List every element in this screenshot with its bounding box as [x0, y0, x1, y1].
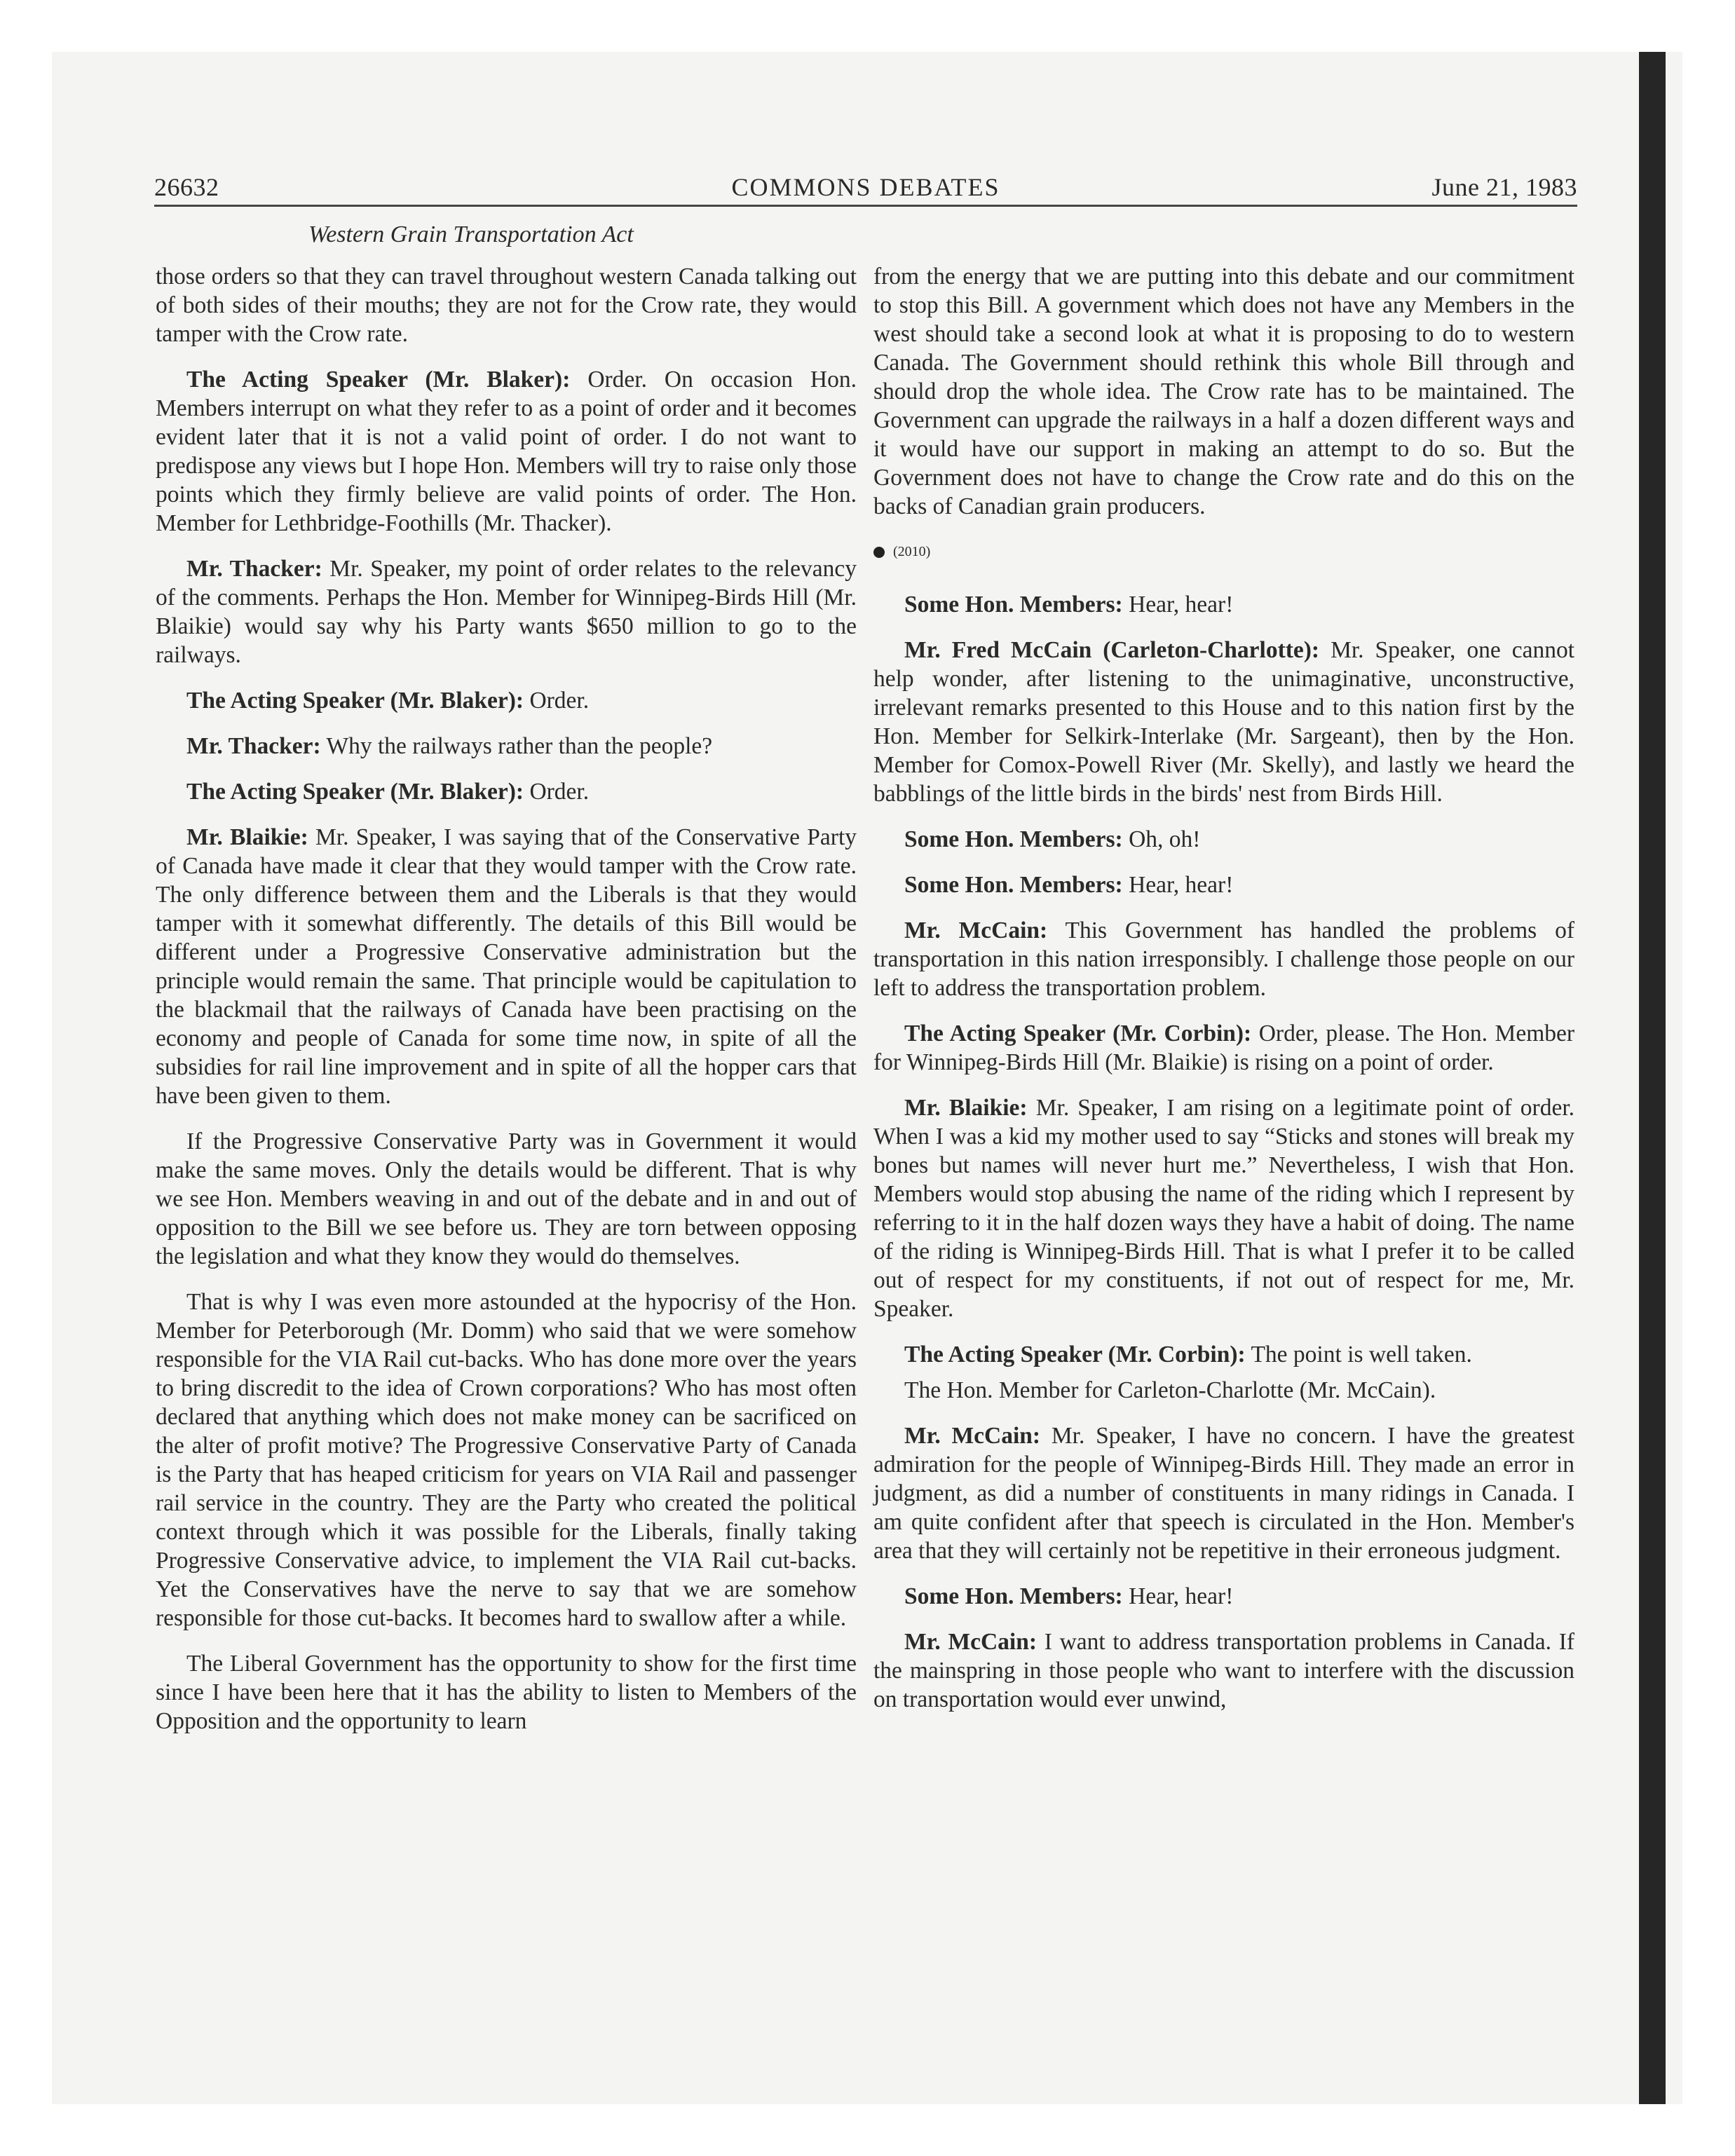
right-column	[873, 262, 1574, 1731]
paragraph: those orders so that they can travel throughout western Canada talking out of both sides of their mouths; they are not for the Crow rate, they would tamper with the Crow rate.	[156, 264, 857, 347]
scan-edge-shadow	[1639, 52, 1666, 2104]
paragraph: from the energy that we are putting into this debate and our commitment to stop this Bill. A government which does not have any Members in the west should take a second look at what it is proposing to do to western Canada. The Government should rethink this whole Bill through and should drop the whole idea. The Crow rate has to be maintained. The Government can upgrade the railways in a half a dozen different ways and it would have our support in making an attempt to do so. But the Government does not have to change the Crow rate and do this on the backs of Canadian grain producers.	[873, 264, 1574, 519]
time-marker: (2010)	[873, 538, 1574, 566]
paragraph: The Acting Speaker (Mr. Corbin): The point is well taken.	[904, 1342, 1472, 1367]
paragraph: Some Hon. Members: Hear, hear!	[904, 592, 1234, 618]
paragraph: The Acting Speaker (Mr. Corbin): Order, please. The Hon. Member for Winnipeg-Birds Hill (Mr. Blaikie) is rising on a point of order.	[873, 1021, 1575, 1075]
publication-title: COMMONS DEBATES	[731, 173, 1000, 201]
paragraph: Mr. Blaikie: Mr. Speaker, I was saying that of the Conservative Party of Canada have made it clear that they would tamper with the Crow rate. The only difference between them and the Liberals is that they would tamper with it somewhat differently. The details of this Bill would be different under a Progressive Conservative administration but the principle would remain the same. That principle would be capitulation to the blackmail that the railways of Canada have been practising on the economy and people of Canada for some time now, in spite of all the subsidies for rail line improvement and in spite of all the hopper cars that have been given to them.	[156, 824, 857, 1109]
paragraph: Some Hon. Members: Hear, hear!	[904, 872, 1234, 898]
paragraph: Mr. Blaikie: Mr. Speaker, I am rising on a legitimate point of order. When I was a kid my mother used to say “Sticks and stones will break my bones but names will never hurt me.” Nevertheless, I wish that Hon. Members would stop abusing the name of the riding which I represent by referring to it in the half dozen ways they have a habit of doing. The name of the riding is Winnipeg-Birds Hill. That is what I prefer it to be called out of respect for my constituents, if not out of respect for me, Mr. Speaker.	[873, 1095, 1574, 1322]
paragraph: Mr. Thacker: Mr. Speaker, my point of order relates to the relevancy of the comments. Perhaps the Hon. Member for Winnipeg-Birds Hill (Mr. Blaikie) would say why his Party wants $650 million to go to the railways.	[156, 556, 857, 668]
running-title: Western Grain Transportation Act	[308, 221, 634, 247]
page-number: 26632	[154, 173, 219, 201]
paragraph: Mr. McCain: This Government has handled the problems of transportation in this nation irresponsibly. I challenge those people on our left to address the transportation problem.	[873, 917, 1574, 1001]
paragraph: The Acting Speaker (Mr. Blaker): Order. On occasion Hon. Members interrupt on what they refer to as a point of order and it becomes evident later that it is not a valid point of order. I do not want to predispose any views but I hope Hon. Members will try to raise only those points which they firmly believe are valid points of order. The Hon. Member for Lethbridge-Foothills (Mr. Thacker).	[156, 367, 857, 536]
page-header	[154, 168, 1577, 207]
paragraph: The Acting Speaker (Mr. Blaker): Order.	[186, 779, 590, 805]
left-column	[156, 262, 857, 1752]
paragraph: Mr. McCain: Mr. Speaker, I have no concern. I have the greatest admiration for the people of Winnipeg-Birds Hill. They made an error in judgment, as did a number of constituents in many ridings in Canada. I am quite confident after that speech is circulated in the Hon. Member's area that they will certainly not be repetitive in their erroneous judgment.	[873, 1423, 1575, 1564]
paragraph: Mr. McCain: I want to address transportation problems in Canada. If the mainspring in those people who want to interfere with the discussion on transportation would ever unwind,	[873, 1629, 1575, 1712]
paragraph: Mr. Fred McCain (Carleton-Charlotte): Mr. Speaker, one cannot help wonder, after listening to the unimaginative, unconstructive, irrelevant remarks presented to this House and to this nation first by the Hon. Member for Selkirk-Interlake (Mr. Sargeant), then by the Hon. Member for Comox-Powell River (Mr. Skelly), and lastly we heard the babblings of the little birds in the birds' nest from Birds Hill.	[873, 637, 1575, 807]
paragraph: The Liberal Government has the opportunity to show for the first time since I have been here that it has the ability to listen to Members of the Opposition and the opportunity to learn	[156, 1651, 857, 1734]
paragraph: Mr. Thacker: Why the railways rather than the people?	[186, 733, 713, 759]
paragraph: If the Progressive Conservative Party was in Government it would make the same moves. Only the details would be different. That is why we see Hon. Members weaving in and out of the debate and in and out of opposition to the Bill we see before us. They are torn between opposing the legislation and what they know they would do themselves.	[156, 1128, 857, 1269]
paragraph: The Acting Speaker (Mr. Blaker): Order.	[186, 688, 590, 714]
bullet-icon	[873, 547, 885, 558]
paragraph: That is why I was even more astounded at the hypocrisy of the Hon. Member for Peterborough (Mr. Domm) who said that we were somehow responsible for the VIA Rail cut-backs. Who has done more over the years to bring discredit to the idea of Crown corporations? Who has most often declared that anything which does not make money can be sacrificed on the alter of profit motive? The Progressive Conservative Party of Canada is the Party that has heaped criticism for years on VIA Rail and passenger rail service in the country. They are the Party who created the political context through which it was possible for the Liberals, finally taking Progressive Conservative advice, to implement the VIA Rail cut-backs. Yet the Conservatives have the nerve to say that we are somehow responsible for those cut-backs. It becomes hard to swallow after a while.	[156, 1289, 857, 1631]
paragraph: Some Hon. Members: Oh, oh!	[904, 826, 1201, 852]
paragraph: Some Hon. Members: Hear, hear!	[904, 1583, 1234, 1609]
paragraph: The Hon. Member for Carleton-Charlotte (Mr. McCain).	[904, 1377, 1436, 1403]
publication-date: June 21, 1983	[1431, 173, 1577, 201]
